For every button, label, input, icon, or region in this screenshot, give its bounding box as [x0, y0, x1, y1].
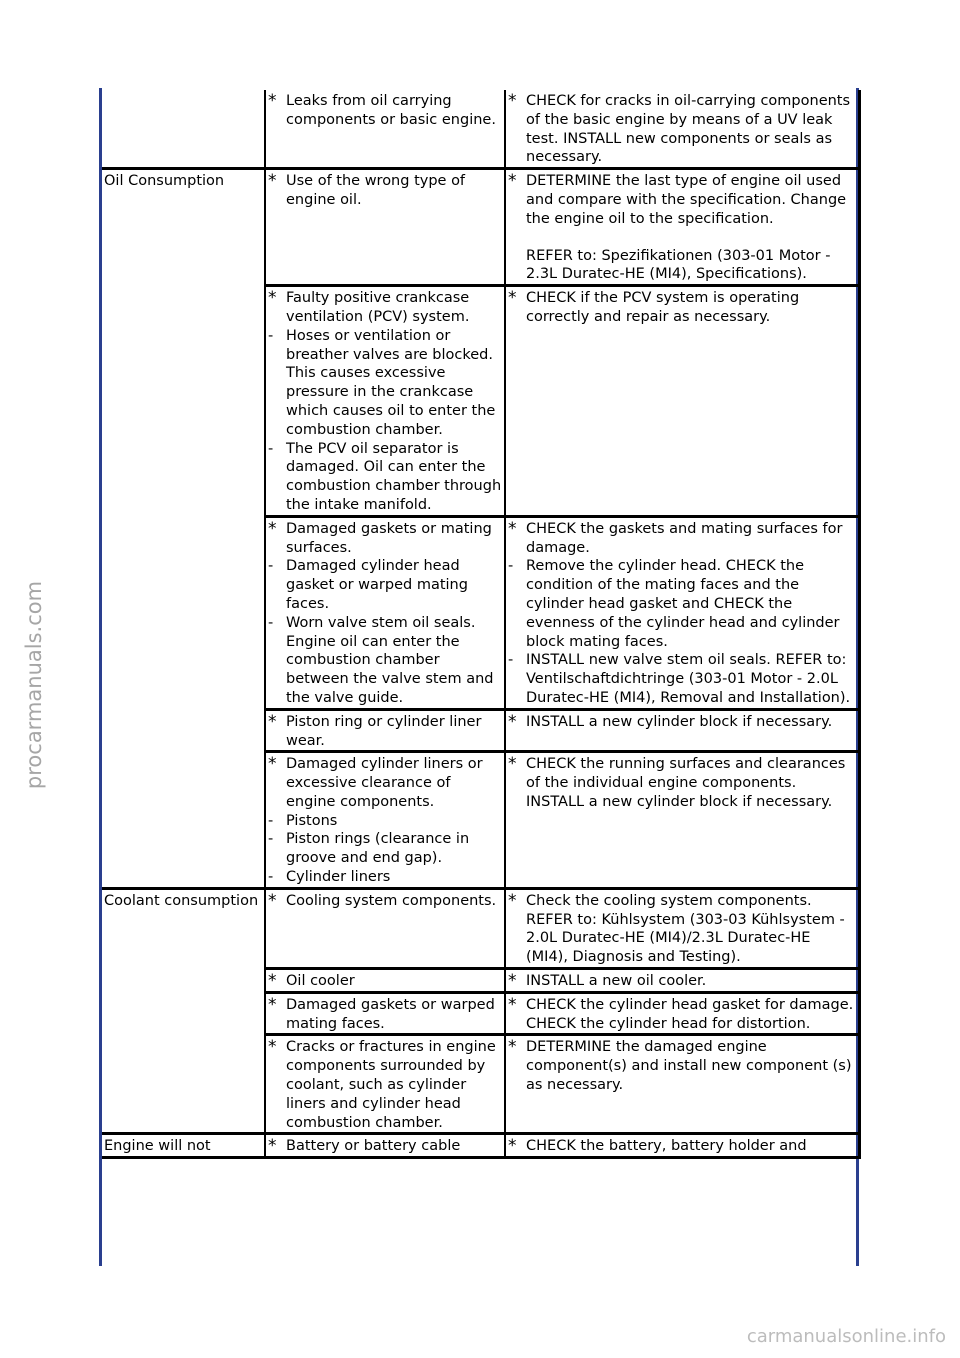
- asterisk-bullet: *: [268, 971, 277, 992]
- asterisk-bullet: *: [268, 1136, 277, 1157]
- asterisk-bullet: *: [268, 518, 277, 539]
- table-row: [102, 90, 860, 169]
- cause-text: Damaged cylinder liners or excessive clearance of engine components.: [286, 756, 483, 810]
- table-row: [102, 286, 860, 517]
- dash-bullet: -: [268, 831, 274, 848]
- cause-text: Use of the wrong type of engine oil.: [286, 173, 466, 208]
- asterisk-bullet: *: [508, 711, 517, 732]
- dash-bullet: -: [268, 614, 274, 631]
- condition-cell: [102, 1134, 265, 1158]
- action-text: Remove the cylinder head. CHECK the condition of the mating faces and the cylinder head gasket and CHECK the evenness of the cylinder head and cylinder block mating faces.: [526, 558, 840, 650]
- action-text: DETERMINE the damaged engine component(s) and install new component (s) as necessary.: [526, 1039, 852, 1094]
- condition-cell: [102, 516, 265, 709]
- cause-cell: [265, 992, 505, 1035]
- action-item: [508, 172, 856, 228]
- diagnosis-table: [102, 90, 861, 1159]
- action-text: INSTALL a new oil cooler.: [526, 973, 707, 990]
- diagnosis-table-body: [102, 90, 860, 1158]
- action-item: [508, 520, 856, 558]
- table-row: [102, 1035, 860, 1134]
- asterisk-bullet: *: [508, 971, 517, 992]
- asterisk-bullet: *: [508, 288, 517, 309]
- dash-bullet: -: [268, 869, 274, 886]
- action-item: [508, 713, 856, 732]
- action-item: [508, 972, 856, 991]
- table-row: [102, 888, 860, 968]
- asterisk-bullet: *: [268, 890, 277, 911]
- cause-text: Oil cooler: [286, 973, 355, 990]
- condition-cell: [102, 1035, 265, 1134]
- table-row: [102, 516, 860, 709]
- dash-bullet: -: [268, 327, 274, 344]
- cause-item: [268, 1038, 502, 1132]
- asterisk-bullet: *: [508, 518, 517, 539]
- cause-cell: [265, 888, 505, 968]
- cause-text: The PCV oil separator is damaged. Oil can enter the combustion chamber through the intake manifold.: [286, 440, 502, 513]
- cause-text: Damaged gaskets or warped mating faces.: [286, 996, 495, 1032]
- asterisk-bullet: *: [508, 890, 517, 911]
- action-text: CHECK if the PCV system is operating correctly and repair as necessary.: [526, 290, 800, 325]
- cause-item: [268, 327, 502, 440]
- action-item: [508, 755, 856, 811]
- action-text: CHECK the cylinder head gasket for damage. CHECK the cylinder head for distortion.: [526, 996, 854, 1032]
- cause-item: [268, 996, 502, 1034]
- condition-label: Oil Consumption: [104, 173, 225, 190]
- action-text: INSTALL a new cylinder block if necessary.: [526, 713, 833, 730]
- action-item: [508, 892, 856, 967]
- cause-text: Cylinder liners: [286, 869, 391, 886]
- action-item: [508, 1038, 856, 1094]
- cause-text: Cracks or fractures in engine components surrounded by coolant, such as cylinder liners and cylinder head combustion chamber.: [286, 1039, 496, 1131]
- dash-bullet: -: [508, 558, 514, 575]
- action-item: [508, 289, 856, 327]
- bottom-watermark: carmanualsonline.info: [746, 1326, 946, 1347]
- condition-cell: [102, 169, 265, 286]
- asterisk-bullet: *: [508, 994, 517, 1015]
- condition-cell: [102, 90, 265, 169]
- cause-cell: [265, 709, 505, 752]
- action-cell: [505, 709, 860, 752]
- condition-label: Coolant consumption: [104, 892, 259, 909]
- cause-text: Piston ring or cylinder liner wear.: [286, 713, 482, 749]
- action-text: Check the cooling system components. REFER to: Kühlsystem (303-03 Kühlsystem - 2.0L Duratec-HE (MI4)/2.3L Duratec-HE (MI4), Diagnosis and Testing).: [526, 892, 845, 966]
- action-item: [508, 247, 856, 285]
- condition-cell: [102, 888, 265, 968]
- cause-text: Piston rings (clearance in groove and end gap).: [286, 831, 470, 867]
- cause-text: Faulty positive crankcase ventilation (PCV) system.: [286, 290, 470, 325]
- cause-text: Battery or battery cable: [286, 1138, 461, 1155]
- cause-cell: [265, 516, 505, 709]
- asterisk-bullet: *: [508, 1136, 517, 1157]
- cause-text: Pistons: [286, 812, 338, 829]
- table-row: [102, 752, 860, 889]
- action-text: DETERMINE the last type of engine oil used and compare with the specification. Change the engine oil to the specification.: [526, 173, 847, 227]
- cause-item: [268, 713, 502, 751]
- action-item: [508, 651, 856, 707]
- cause-cell: [265, 752, 505, 889]
- table-row: [102, 169, 860, 286]
- action-cell: [505, 752, 860, 889]
- table-row: [102, 1134, 860, 1158]
- table-row: [102, 969, 860, 993]
- side-watermark: [22, 555, 46, 815]
- table-row: [102, 709, 860, 752]
- cause-item: [268, 440, 502, 515]
- cause-cell: [265, 169, 505, 286]
- asterisk-bullet: *: [268, 994, 277, 1015]
- asterisk-bullet: *: [268, 1037, 277, 1058]
- action-cell: [505, 1134, 860, 1158]
- cause-item: [268, 755, 502, 811]
- action-text: REFER to: Spezifikationen (303-01 Motor - 2.3L Duratec-HE (MI4), Specifications).: [526, 247, 831, 283]
- cause-item: [268, 557, 502, 613]
- action-cell: [505, 286, 860, 517]
- action-item: [508, 92, 856, 167]
- cause-cell: [265, 1134, 505, 1158]
- action-item: [508, 996, 856, 1034]
- condition-cell: [102, 286, 265, 517]
- cause-item: [268, 614, 502, 708]
- cause-item: [268, 172, 502, 210]
- asterisk-bullet: *: [268, 754, 277, 775]
- action-text: CHECK the gaskets and mating surfaces for damage.: [526, 520, 843, 556]
- cause-text: Cooling system components.: [286, 892, 497, 909]
- action-text: CHECK the battery, battery holder and: [526, 1138, 807, 1155]
- condition-cell: [102, 752, 265, 889]
- action-text: CHECK the running surfaces and clearances of the individual engine components. INSTALL a new cylinder block if necessary.: [526, 756, 846, 810]
- action-cell: [505, 992, 860, 1035]
- asterisk-bullet: *: [508, 754, 517, 775]
- cause-text: Worn valve stem oil seals. Engine oil can enter the combustion chamber between the valve stem and the valve guide.: [286, 614, 494, 706]
- cause-text: Damaged cylinder head gasket or warped mating faces.: [286, 558, 468, 612]
- asterisk-bullet: *: [268, 91, 277, 111]
- action-cell: [505, 516, 860, 709]
- asterisk-bullet: *: [508, 1037, 517, 1058]
- asterisk-bullet: *: [508, 171, 517, 192]
- table-row: [102, 992, 860, 1035]
- cause-item: [268, 520, 502, 558]
- condition-label: Engine will not: [104, 1138, 211, 1155]
- dash-bullet: -: [268, 440, 274, 457]
- dash-bullet: -: [508, 652, 514, 669]
- action-item: [508, 557, 856, 651]
- cause-item: [268, 92, 502, 130]
- condition-cell: [102, 709, 265, 752]
- cause-text: Damaged gaskets or mating surfaces.: [286, 520, 492, 556]
- action-cell: [505, 1035, 860, 1134]
- asterisk-bullet: *: [268, 711, 277, 732]
- condition-cell: [102, 969, 265, 993]
- cause-text: Leaks from oil carrying components or basic engine.: [286, 93, 496, 128]
- cause-item: [268, 892, 502, 911]
- cause-item: [268, 1137, 502, 1156]
- action-text: CHECK for cracks in oil-carrying components of the basic engine by means of a UV leak test. INSTALL new components or seals as necessary.: [526, 93, 851, 166]
- action-text: INSTALL new valve stem oil seals. REFER to: Ventilschaftdichtringe (303-01 Motor - 2.0L Duratec-HE (MI4), Removal and Installation).: [526, 652, 851, 706]
- action-item: [508, 1137, 856, 1156]
- cause-cell: [265, 969, 505, 993]
- cause-item: [268, 972, 502, 991]
- asterisk-bullet: *: [268, 171, 277, 192]
- action-cell: [505, 969, 860, 993]
- dash-bullet: -: [268, 558, 274, 575]
- cause-item: [268, 812, 502, 831]
- action-cell: [505, 888, 860, 968]
- paragraph-gap: [508, 229, 856, 247]
- cause-text: Hoses or ventilation or breather valves are blocked. This causes excessive pressure in the crankcase which causes oil to enter the combustion chamber.: [286, 327, 496, 438]
- cause-cell: [265, 286, 505, 517]
- side-watermark-text: procarmanuals.com: [22, 580, 46, 790]
- cause-item: [268, 868, 502, 887]
- cause-cell: [265, 90, 505, 169]
- asterisk-bullet: *: [268, 288, 277, 309]
- cause-item: [268, 289, 502, 327]
- cause-cell: [265, 1035, 505, 1134]
- condition-cell: [102, 992, 265, 1035]
- action-cell: [505, 90, 860, 169]
- action-cell: [505, 169, 860, 286]
- cause-item: [268, 830, 502, 868]
- asterisk-bullet: *: [508, 91, 517, 111]
- dash-bullet: -: [268, 812, 274, 829]
